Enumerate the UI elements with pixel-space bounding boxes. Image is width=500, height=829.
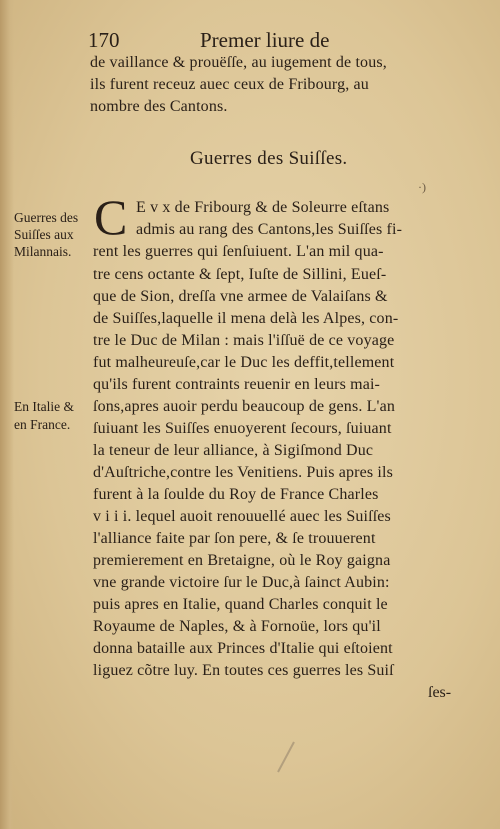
text-line: vne grande victoire ſur le Duc,à ſainct Aubin:: [93, 574, 390, 591]
text-line: puis apres en Italie, quand Charles conquit le: [93, 596, 388, 613]
text-line: donna bataille aux Princes d'Italie qui eſtoient: [93, 640, 393, 657]
text-line: que de Sion, dreſſa vne armee de Valaiſans &: [93, 288, 388, 305]
marginal-note-line: en France.: [14, 417, 71, 432]
printer-mark: ·): [418, 180, 426, 194]
text-line: admis au rang des Cantons,les Suiſſes fi-: [136, 221, 403, 238]
marginal-note-line: En Italie &: [14, 399, 74, 414]
running-header: [88, 28, 468, 54]
page-gutter-shadow: [0, 0, 14, 829]
text-line: liguez cõtre luy. En toutes ces guerres les Suiſ: [93, 662, 394, 679]
text-line: nombre des Cantons.: [90, 98, 228, 115]
text-line: ils furent receuz auec ceux de Fribourg, au: [90, 76, 369, 93]
text-line: rent les guerres qui ſenſuiuent. L'an mil qua-: [93, 243, 384, 260]
text-line: v i i i. lequel auoit renouuellé auec les Suiſſes: [93, 508, 391, 525]
text-line: Royaume de Naples, & à Fornoüe, lors qu'il: [93, 618, 381, 635]
text-line: l'alliance faite par ſon pere, & ſe trouuerent: [93, 530, 376, 547]
paper-scratch-mark: [277, 742, 295, 773]
text-line: premierement en Bretaigne, où le Roy gaigna: [93, 552, 391, 569]
section-heading: Guerres des Suiſſes.: [190, 148, 348, 169]
catchword: ſes-: [428, 684, 452, 701]
text-line: fut malheureuſe,car le Duc les deffit,tellement: [93, 354, 395, 371]
text-line: E v x de Fribourg & de Soleurre eſtans: [136, 199, 390, 216]
text-line: ſons,apres auoir perdu beaucoup de gens. L'an: [93, 398, 395, 415]
drop-cap-initial: C: [94, 189, 128, 245]
text-line: ſuiuant les Suiſſes enuoyerent ſecours, ſuiuant: [93, 420, 392, 437]
text-line: tre cens octante & ſept, Iuſte de Sillini, Eueſ-: [93, 266, 387, 283]
text-line: d'Auſtriche,contre les Venitiens. Puis apres ils: [93, 464, 393, 481]
text-line: la teneur de leur alliance, à Sigiſmond Duc: [93, 442, 374, 459]
page-number: 170: [88, 28, 120, 52]
marginal-note-line: Suiſſes aux: [14, 227, 74, 242]
text-line: de Suiſſes,laquelle il mena delà les Alpes, con-: [93, 310, 399, 327]
text-line: tre le Duc de Milan : mais l'iſſuë de ce voyage: [93, 332, 395, 349]
marginal-note-line: Guerres des: [14, 210, 79, 225]
marginal-note-line: Milannais.: [14, 244, 72, 259]
text-line: de vaillance & prouëſſe, au iugement de tous,: [90, 54, 387, 71]
text-line: qu'ils furent contraints reuenir en leurs mai-: [93, 376, 381, 393]
text-line: furent à la ſoulde du Roy de France Charles: [93, 486, 379, 503]
running-title: Premer liure de: [200, 28, 330, 52]
